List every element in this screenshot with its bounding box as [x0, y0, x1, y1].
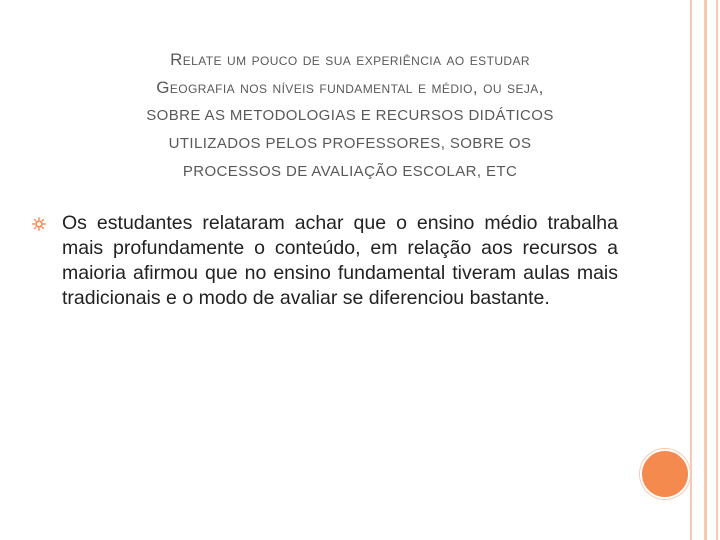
- frame-line: [690, 0, 692, 540]
- title-line: Relate um pouco de sua experiência ao estudar: [170, 50, 530, 69]
- title-line: PROCESSOS DE AVALIAÇÃO ESCOLAR, ETC: [182, 163, 518, 180]
- bullet-text: Os estudantes relataram achar que o ensino médio trabalha mais profundamente o conteúdo, em relação aos recursos a maioria afirmou que no ensino fundamental tiveram aulas mais tradicionais e o modo de avaliar se diferenciou bastante.: [62, 212, 618, 309]
- frame-line: [716, 0, 718, 540]
- title-line: UTILIZADOS PELOS PROFESSORES, SOBRE OS: [168, 135, 532, 152]
- title-line: SOBRE AS METODOLOGIAS E RECURSOS DIDÁTICOS: [146, 107, 554, 124]
- title-line: Geografia nos níveis fundamental e médio, ou seja,: [156, 78, 544, 97]
- frame-line: [704, 0, 707, 540]
- sun-bullet-icon: [32, 217, 46, 231]
- decorative-circle: [640, 449, 690, 499]
- slide-title: [40, 46, 660, 186]
